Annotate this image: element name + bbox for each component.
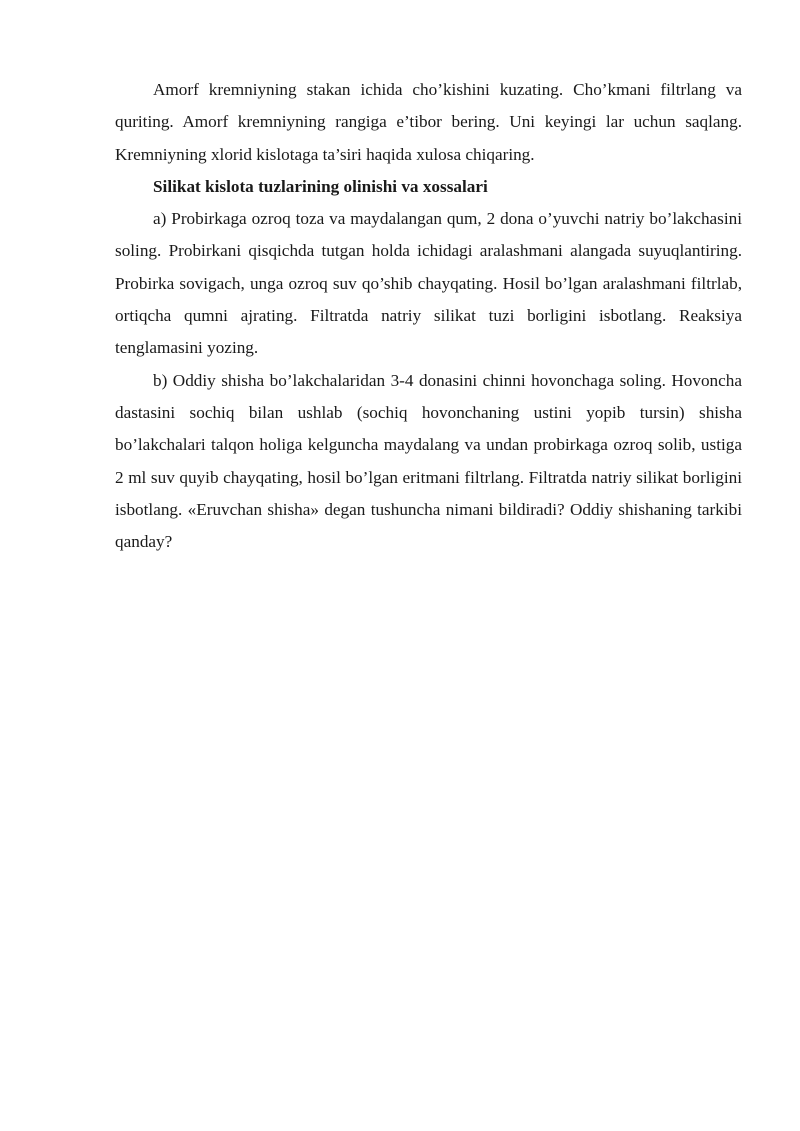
- paragraph-intro: Amorf kremniyning stakan ichida cho’kishini kuzating. Cho’kmani filtrlang va quriting. Amorf kremniyning rangiga e’tibor bering. Uni keyingi lar uchun saqlang. Kremniyning xlorid kislotaga ta’siri haqida xulosa chiqaring.: [115, 80, 742, 164]
- section-heading: Silikat kislota tuzlarining olinishi va xossalari: [153, 176, 488, 196]
- paragraph-item-a: a) Probirkaga ozroq toza va maydalangan qum, 2 dona o’yuvchi natriy bo’lakchasini soling. Probirkani qisqichda tutgan holda ichidagi aralashmani alangada suyuqlantiring. Probirka sovigach, unga ozroq suv qo’shib chayqating. Hosil bo’lgan aralashmani filtrlab, ortiqcha qumni ajrating. Filtratda natriy silikat tuzi borligini isbotlang. Reaksiya tenglamasini yozing.: [115, 209, 742, 358]
- paragraph-item-b: b) Oddiy shisha bo’lakchalaridan 3-4 donasini chinni hovonchaga soling. Hovoncha dastasini sochiq bilan ushlab (sochiq hovonchaning ustini yopib tursin) shisha bo’lakchalari talqon holiga kelguncha maydalang va undan probirkaga ozroq solib, ustiga 2 ml suv quyib chayqating, hosil bo’lgan eritmani filtrlang. Filtratda natriy silikat borligini isbotlang. «Eruvchan shisha» degan tushuncha nimani bildiradi? Oddiy shishaning tarkibi qanday?: [115, 370, 742, 552]
- document-body: [115, 74, 742, 558]
